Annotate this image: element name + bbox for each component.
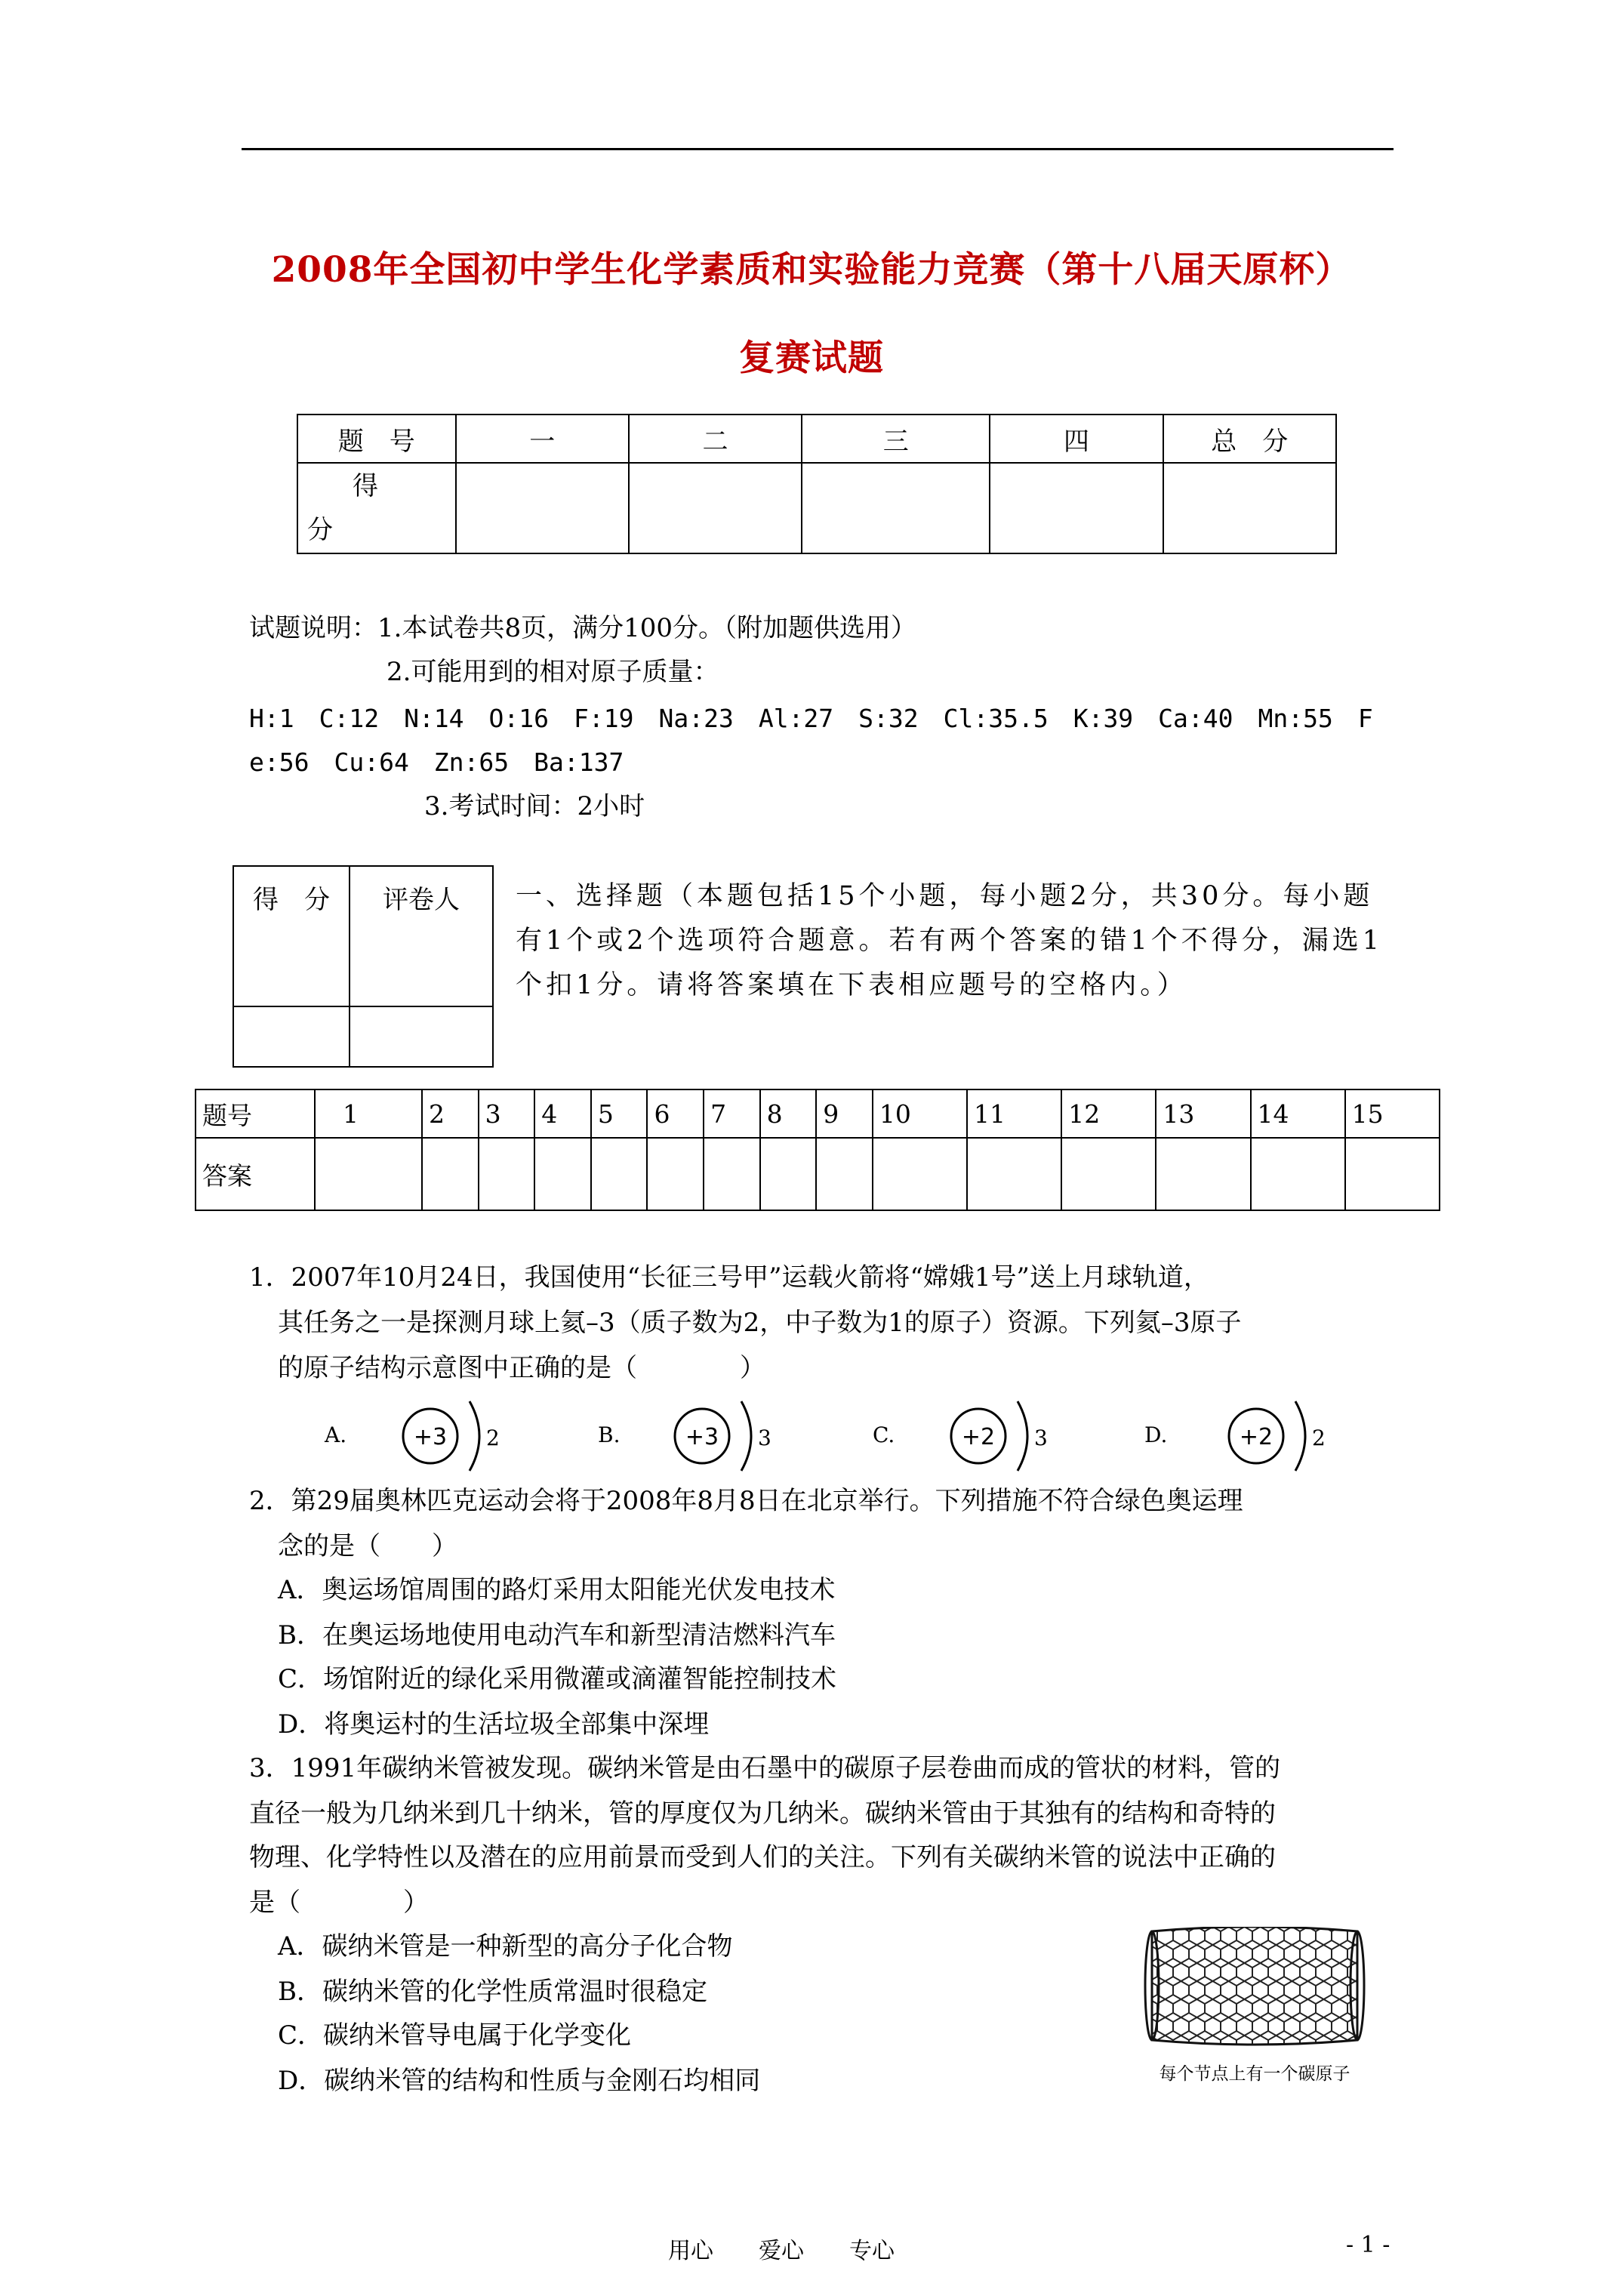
answer-cell[interactable] xyxy=(1156,1138,1250,1210)
answer-cell[interactable] xyxy=(534,1138,591,1210)
question-2-option: C．场馆附近的绿化采用微灌或滴灌智能控制技术 xyxy=(278,1664,837,1694)
question-2-option: D．将奥运村的生活垃圾全部集中深埋 xyxy=(278,1709,710,1740)
svg-text:2: 2 xyxy=(1312,1425,1326,1450)
grader-score-label: 得 分 xyxy=(233,866,350,1006)
carbon-nanotube-figure xyxy=(1141,1927,1368,2087)
answer-cell[interactable] xyxy=(1061,1138,1156,1210)
instructions-line: 2.可能用到的相对原子质量： xyxy=(387,657,719,687)
question-number: 3 xyxy=(479,1089,535,1138)
page-title: 2008年全国初中学生化学素质和实验能力竞赛（第十八届天原杯） xyxy=(271,249,1352,291)
question-number: 1 xyxy=(315,1089,422,1138)
score-cell[interactable] xyxy=(990,463,1163,553)
score-header-cell: 二 xyxy=(629,415,802,463)
header-rule xyxy=(242,148,1394,150)
answer-cell[interactable] xyxy=(591,1138,648,1210)
atom-structure-icon xyxy=(672,1397,778,1480)
svg-text:+2: +2 xyxy=(961,1424,996,1450)
question-number: 9 xyxy=(816,1089,873,1138)
score-header-cell: 一 xyxy=(456,415,629,463)
svg-text:+3: +3 xyxy=(413,1424,448,1450)
question-number: 7 xyxy=(704,1089,760,1138)
page-subtitle: 复赛试题 xyxy=(739,337,884,379)
score-header-cell: 四 xyxy=(990,415,1163,463)
question-number: 8 xyxy=(760,1089,817,1138)
footer-slogan: 用心 爱心 专心 xyxy=(668,2238,895,2264)
answer-cell[interactable] xyxy=(873,1138,967,1210)
svg-text:+3: +3 xyxy=(685,1424,719,1450)
answer-cell[interactable] xyxy=(816,1138,873,1210)
score-cell[interactable] xyxy=(629,463,802,553)
svg-text:+2: +2 xyxy=(1239,1424,1273,1450)
grader-box xyxy=(233,865,494,1068)
question-number: 13 xyxy=(1156,1089,1250,1138)
question-number: 15 xyxy=(1345,1089,1440,1138)
answer-cell[interactable] xyxy=(1251,1138,1345,1210)
question-3-text: 物理、化学特性以及潜在的应用前景而受到人们的关注。下列有关碳纳米管的说法中正确的 xyxy=(249,1842,1276,1872)
score-header-cell: 题 号 xyxy=(297,415,456,463)
question-3-text: 3．1991年碳纳米管被发现。碳纳米管是由石墨中的碳原子层卷曲而成的管状的材料，管的 xyxy=(249,1753,1281,1783)
grader-score-cell[interactable] xyxy=(233,1006,350,1067)
atom-structure-icon xyxy=(400,1397,506,1480)
question-number: 14 xyxy=(1251,1089,1345,1138)
question-2-text: 2．第29届奥林匹克运动会将于2008年8月8日在北京举行。下列措施不符合绿色奥运理 xyxy=(249,1486,1243,1516)
atomic-mass-line: e:56 Cu:64 Zn:65 Ba:137 xyxy=(249,747,624,777)
question-3-option: B．碳纳米管的化学性质常温时很稳定 xyxy=(278,1977,707,2007)
svg-text:2: 2 xyxy=(486,1425,500,1450)
question-number: 4 xyxy=(534,1089,591,1138)
answer-cell[interactable] xyxy=(315,1138,422,1210)
question-3-option: D．碳纳米管的结构和性质与金刚石均相同 xyxy=(278,2066,761,2096)
atom-diagram-options: A. +3 2 B. +3 3 C. +2 3 D. +2 2 xyxy=(325,1397,1397,1480)
question-number: 11 xyxy=(967,1089,1061,1138)
answer-cell[interactable] xyxy=(1345,1138,1440,1210)
answer-cell[interactable] xyxy=(479,1138,535,1210)
answer-cell[interactable] xyxy=(422,1138,479,1210)
answer-row-label: 答案 xyxy=(196,1138,315,1210)
question-2-text: 念的是（ ） xyxy=(278,1531,457,1561)
answer-cell[interactable] xyxy=(967,1138,1061,1210)
question-number: 12 xyxy=(1061,1089,1156,1138)
question-number: 5 xyxy=(591,1089,648,1138)
question-1-text: 其任务之一是探测月球上氦–3（质子数为2，中子数为1的原子）资源。下列氦–3原子 xyxy=(278,1308,1242,1338)
svg-text:3: 3 xyxy=(758,1425,771,1450)
answer-cell[interactable] xyxy=(704,1138,760,1210)
question-3-text: 是（ ） xyxy=(249,1888,429,1918)
page-number: - 1 - xyxy=(1346,2232,1390,2258)
figure-caption: 每个节点上有一个碳原子 xyxy=(1159,2064,1350,2084)
question-3-option: C．碳纳米管导电属于化学变化 xyxy=(278,2020,632,2051)
instructions-line: 试题说明：1.本试卷共8页，满分100分。（附加题供选用） xyxy=(249,613,916,643)
question-3-text: 直径一般为几纳米到几十纳米，管的厚度仅为几纳米。碳纳米管由于其独有的结构和奇特的 xyxy=(249,1798,1276,1829)
section-instructions: 一、选择题（本题包括15个小题，每小题2分，共30分。每小题有1个或2个选项符合题意。若有两个答案的错1个不得分，漏选1个扣1分。请将答案填在下表相应题号的空格内。） xyxy=(516,881,1384,1000)
question-2-option: B．在奥运场地使用电动汽车和新型清洁燃料汽车 xyxy=(278,1620,836,1650)
question-number: 2 xyxy=(422,1089,479,1138)
score-cell[interactable] xyxy=(1163,463,1336,553)
instructions-line: 3.考试时间：2小时 xyxy=(424,791,645,821)
question-2-option: A．奥运场馆周围的路灯采用太阳能光伏发电技术 xyxy=(278,1575,836,1605)
grader-name-label: 评卷人 xyxy=(350,866,493,1006)
score-header-cell: 总 分 xyxy=(1163,415,1336,463)
question-3-option: A．碳纳米管是一种新型的高分子化合物 xyxy=(278,1931,733,1962)
question-number: 6 xyxy=(647,1089,704,1138)
answer-cell[interactable] xyxy=(647,1138,704,1210)
score-cell[interactable] xyxy=(802,463,990,553)
score-cell[interactable] xyxy=(456,463,629,553)
carbon-nanotube-icon xyxy=(1141,1927,1368,2055)
atom-structure-icon xyxy=(1226,1397,1332,1480)
answer-cell[interactable] xyxy=(760,1138,817,1210)
score-row-label: 得 分 xyxy=(297,463,456,553)
score-header-cell: 三 xyxy=(802,415,990,463)
grader-name-cell[interactable] xyxy=(350,1006,493,1067)
atomic-mass-line: H:1 C:12 N:14 O:16 F:19 Na:23 Al:27 S:32 Cl:35.5 K:39 Ca:40 Mn:55 F xyxy=(249,704,1373,733)
question-1-text: 1．2007年10月24日，我国使用“长征三号甲”运载火箭将“嫦娥1号”送上月球轨道， xyxy=(249,1262,1209,1293)
answer-row-label: 题号 xyxy=(196,1089,315,1138)
answer-table xyxy=(195,1089,1440,1211)
question-number: 10 xyxy=(873,1089,967,1138)
question-1-text: 的原子结构示意图中正确的是（ ） xyxy=(278,1353,765,1383)
score-table xyxy=(297,414,1337,554)
atom-structure-icon xyxy=(948,1397,1054,1480)
svg-text:3: 3 xyxy=(1034,1425,1048,1450)
